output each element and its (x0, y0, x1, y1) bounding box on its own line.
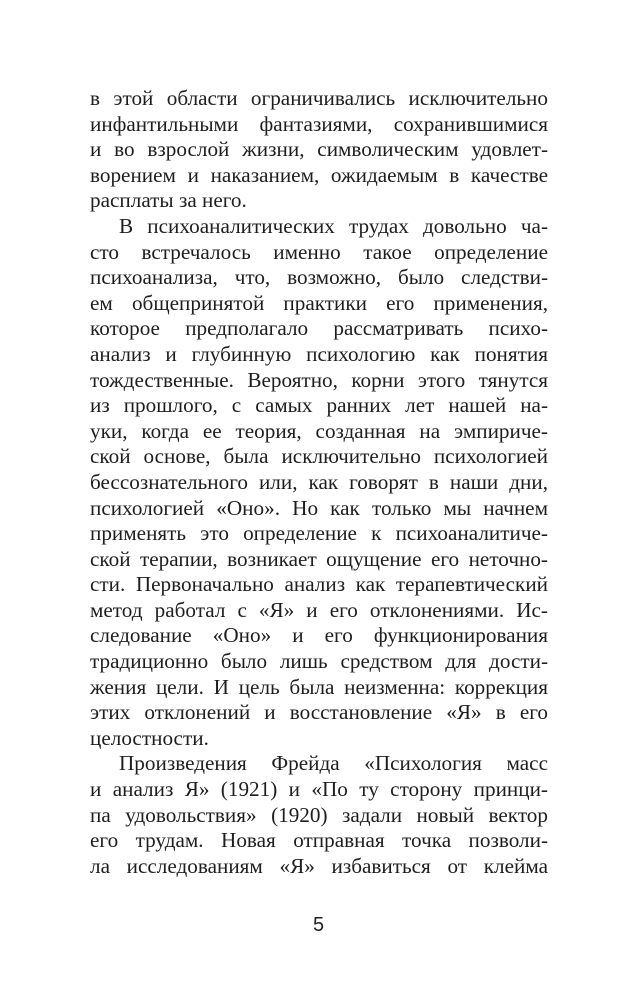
text-line: применять это определение к психоаналитиче- (90, 521, 548, 546)
text-line: сто встречалось именно такое определение (90, 239, 548, 264)
text-line: В психоаналитических трудах довольно ча- (119, 213, 548, 238)
text-line: целостности. (90, 725, 209, 750)
text-line: которое предполагало рассматривать психо- (90, 316, 548, 341)
text-line: и анализ Я» (1921) и «По ту сторону принци- (90, 777, 548, 802)
page-number: 5 (312, 914, 325, 936)
text-line: па удовольствия» (1920) задали новый вектор (90, 802, 548, 827)
text-line: тождественные. Вероятно, корни этого тянутся (90, 367, 548, 392)
text-line: Произведения Фрейда «Психология масс (119, 751, 548, 776)
text-line: анализ и глубинную психологию как понятия (90, 341, 548, 366)
text-line: инфантильными фантазиями, сохранившимися (90, 111, 548, 136)
text-line: ской терапии, возникает ощущение его неточно- (90, 546, 548, 571)
text-line: в этой области ограничивались исключительно (90, 86, 548, 110)
text-line: бессознательного или, как говорят в наши дни, (90, 469, 548, 494)
text-line: сти. Первоначально анализ как терапевтический (90, 572, 548, 597)
text-line: ла исследованиям «Я» избавиться от клейма (90, 853, 548, 878)
text-line: традиционно было лишь средством для дости- (90, 649, 548, 674)
text-line: ской основе, была исключительно психологией (90, 444, 548, 469)
page-body (90, 86, 548, 879)
text-line: этих отклонений и восстановление «Я» в его (90, 700, 548, 725)
text-line: из прошлого, с самых ранних лет нашей на- (90, 393, 548, 418)
text-line: метод работал с «Я» и его отклонениями. Ис- (90, 597, 548, 622)
text-line: ворением и наказанием, ожидаемым в качестве (90, 162, 548, 187)
text-line: жения цели. И цель была неизменна: коррекция (90, 674, 548, 699)
text-line: уки, когда ее теория, созданная на эмпириче- (90, 418, 548, 443)
text-line: психологией «Оно». Но как только мы начнем (90, 495, 548, 520)
text-line: психоанализа, что, возможно, было следстви- (90, 265, 548, 290)
text-line: его трудам. Новая отправная точка позволи- (90, 828, 548, 853)
text-line: ем общепринятой практики его применения, (90, 290, 548, 315)
text-line: расплаты за него. (90, 188, 247, 213)
text-line: и во взрослой жизни, символическим удовлет- (90, 137, 548, 162)
text-line: следование «Оно» и его функционирования (90, 623, 548, 648)
